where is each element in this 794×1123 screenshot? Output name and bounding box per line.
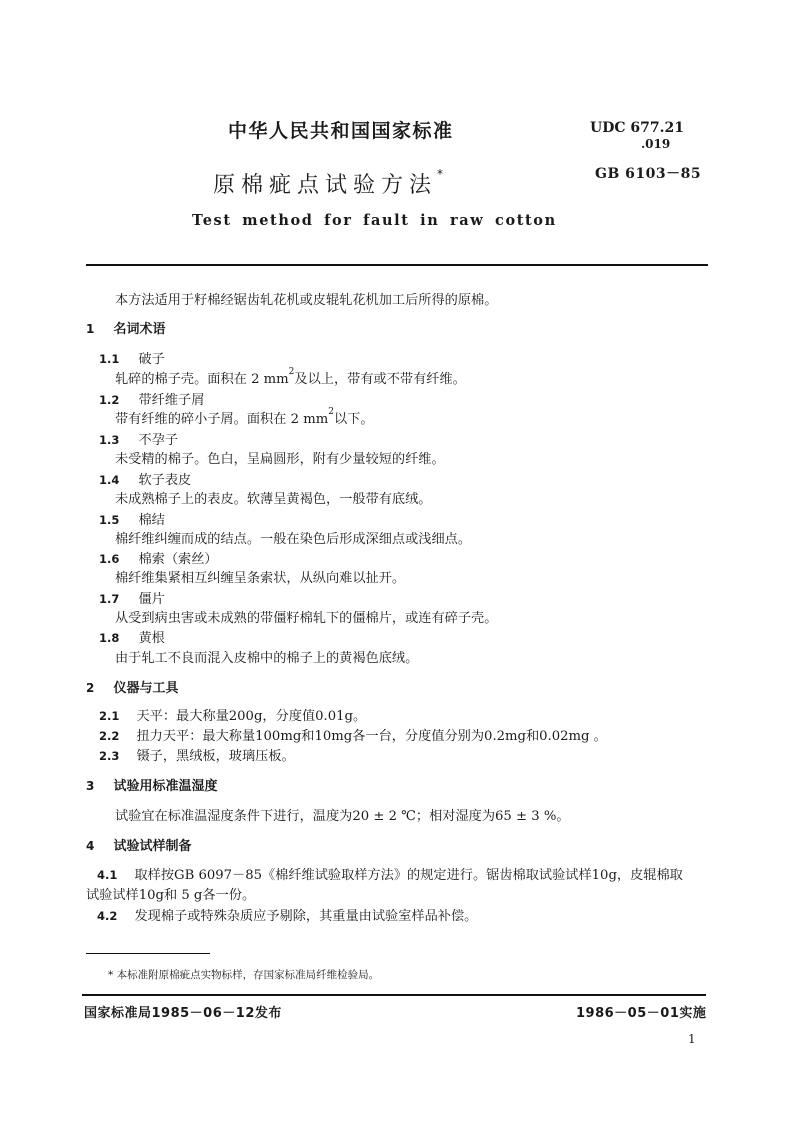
section-number: 4 xyxy=(86,839,95,853)
superscript: 2 xyxy=(288,367,295,377)
term-definition: 从受到病虫害或未成熟的带僵籽棉轧下的僵棉片，或连有碎子壳。 xyxy=(115,611,498,626)
country-standard-heading: 中华人民共和国国家标准 xyxy=(228,120,454,142)
term-item-1-7 xyxy=(99,588,165,607)
item-number: 1.3 xyxy=(99,433,120,447)
udc-code-suffix: .019 xyxy=(641,137,671,151)
section-title: 试验用标准温湿度 xyxy=(113,779,218,794)
intro-paragraph: 本方法适用于籽棉经锯齿轧花机或皮辊轧花机加工后所得的原棉。 xyxy=(115,293,498,308)
section-3-heading xyxy=(86,775,217,794)
item-number: 1.7 xyxy=(99,592,120,606)
term-name: 不孕子 xyxy=(138,433,179,448)
definition-text: 以下。 xyxy=(333,412,374,427)
section-2-heading xyxy=(86,677,178,696)
title-text: 原棉疵点试验方法 xyxy=(213,173,438,198)
section-1-heading xyxy=(86,318,165,337)
item-number: 1.8 xyxy=(99,631,120,645)
item-number: 4.1 xyxy=(97,868,118,882)
section-title: 名词术语 xyxy=(113,322,166,337)
page-number: 1 xyxy=(688,1032,696,1046)
effective-date: 1986－05－01实施 xyxy=(576,1006,707,1021)
term-item-1-6 xyxy=(99,548,218,567)
footnote-rule xyxy=(86,953,210,954)
section-number: 1 xyxy=(86,322,95,336)
section-number: 2 xyxy=(86,681,95,695)
item-number: 1.5 xyxy=(99,513,120,527)
instrument-item-2-1 xyxy=(99,705,366,724)
instrument-item-2-2 xyxy=(99,725,607,744)
udc-code: UDC 677.21 xyxy=(590,120,684,136)
item-number: 4.2 xyxy=(97,909,118,923)
term-name: 软子表皮 xyxy=(138,473,192,488)
section-4-heading xyxy=(86,835,191,854)
item-text: 镊子，黑绒板，玻璃压板。 xyxy=(136,749,295,764)
gb-code: GB 6103－85 xyxy=(595,166,702,182)
item-number: 2.2 xyxy=(99,729,120,743)
term-name: 棉结 xyxy=(138,513,165,528)
term-item-1-4 xyxy=(99,469,191,488)
term-item-1-5 xyxy=(99,509,165,528)
item-text: 取样按GB 6097－85《棉纤维试验取样方法》的规定进行。锯齿棉取试验试样10g，皮辊棉取 xyxy=(134,868,683,883)
document-title xyxy=(213,168,449,199)
issue-date: 国家标准局1985－06－12发布 xyxy=(84,1006,282,1021)
sample-item-4-1 xyxy=(97,864,683,883)
footnote: * 本标准附原棉疵点实物标样，存国家标准局纤维检验局。 xyxy=(108,969,380,981)
term-definition: 棉纤维纠缠而成的结点。一般在染色后形成深细点或浅细点。 xyxy=(115,532,472,547)
term-definition: 未成熟棉子上的表皮。软薄呈黄褐色，一般带有底绒。 xyxy=(115,492,432,507)
sample-item-4-2 xyxy=(97,905,477,924)
header-rule xyxy=(86,264,708,266)
item-number: 1.4 xyxy=(99,473,120,487)
term-definition: 棉纤维集紧相互纠缠呈条索状，从纵向难以扯开。 xyxy=(115,571,406,586)
item-text: 扭力天平：最大称量100mg和10mg各一台，分度值分别为0.2mg和0.02mg 。 xyxy=(136,729,607,744)
item-number: 1.1 xyxy=(99,352,120,366)
term-item-1-3 xyxy=(99,429,178,448)
definition-text: 轧碎的棉子壳。面积在 2 mm xyxy=(115,372,289,387)
item-number: 1.2 xyxy=(99,393,120,407)
term-item-1-1 xyxy=(99,348,165,367)
section-3-paragraph: 试验宜在标准温湿度条件下进行，温度为20 ± 2 ℃；相对湿度为65 ± 3 %。 xyxy=(115,809,570,824)
item-text: 天平：最大称量200g，分度值0.01g。 xyxy=(136,709,367,724)
instrument-item-2-3 xyxy=(99,745,295,764)
item-number: 1.6 xyxy=(99,552,120,566)
english-title: Test method for fault in raw cotton xyxy=(192,212,557,229)
item-number: 2.3 xyxy=(99,749,120,763)
term-definition: 未受精的棉子。色白，呈扁圆形，附有少量较短的纤维。 xyxy=(115,452,445,467)
section-title: 试验试样制备 xyxy=(113,839,192,854)
term-name: 破子 xyxy=(138,352,165,367)
footer-rule xyxy=(82,994,706,996)
item-number: 2.1 xyxy=(99,709,120,723)
term-definition xyxy=(115,368,466,387)
term-item-1-2 xyxy=(99,389,204,408)
term-definition: 由于轧工不良而混入皮棉中的棉子上的黄褐色底绒。 xyxy=(115,651,419,666)
item-text-continued: 试验试样10g和 5 g各一份。 xyxy=(86,888,256,903)
term-definition xyxy=(115,408,374,427)
title-footnote-mark: * xyxy=(437,167,450,181)
term-name: 僵片 xyxy=(138,592,165,607)
superscript: 2 xyxy=(328,407,334,417)
section-title: 仪器与工具 xyxy=(113,681,179,696)
definition-text: 及以上，带有或不带有纤维。 xyxy=(294,372,466,387)
definition-text: 带有纤维的碎小子屑。面积在 2 mm xyxy=(115,412,329,427)
term-name: 带纤维子屑 xyxy=(138,393,205,408)
item-text: 发现棉子或特殊杂质应予剔除，其重量由试验室样品补偿。 xyxy=(134,909,478,924)
section-number: 3 xyxy=(86,779,95,793)
term-item-1-8 xyxy=(99,627,165,646)
term-name: 黄根 xyxy=(138,631,165,646)
term-name: 棉索（索丝） xyxy=(138,552,218,567)
